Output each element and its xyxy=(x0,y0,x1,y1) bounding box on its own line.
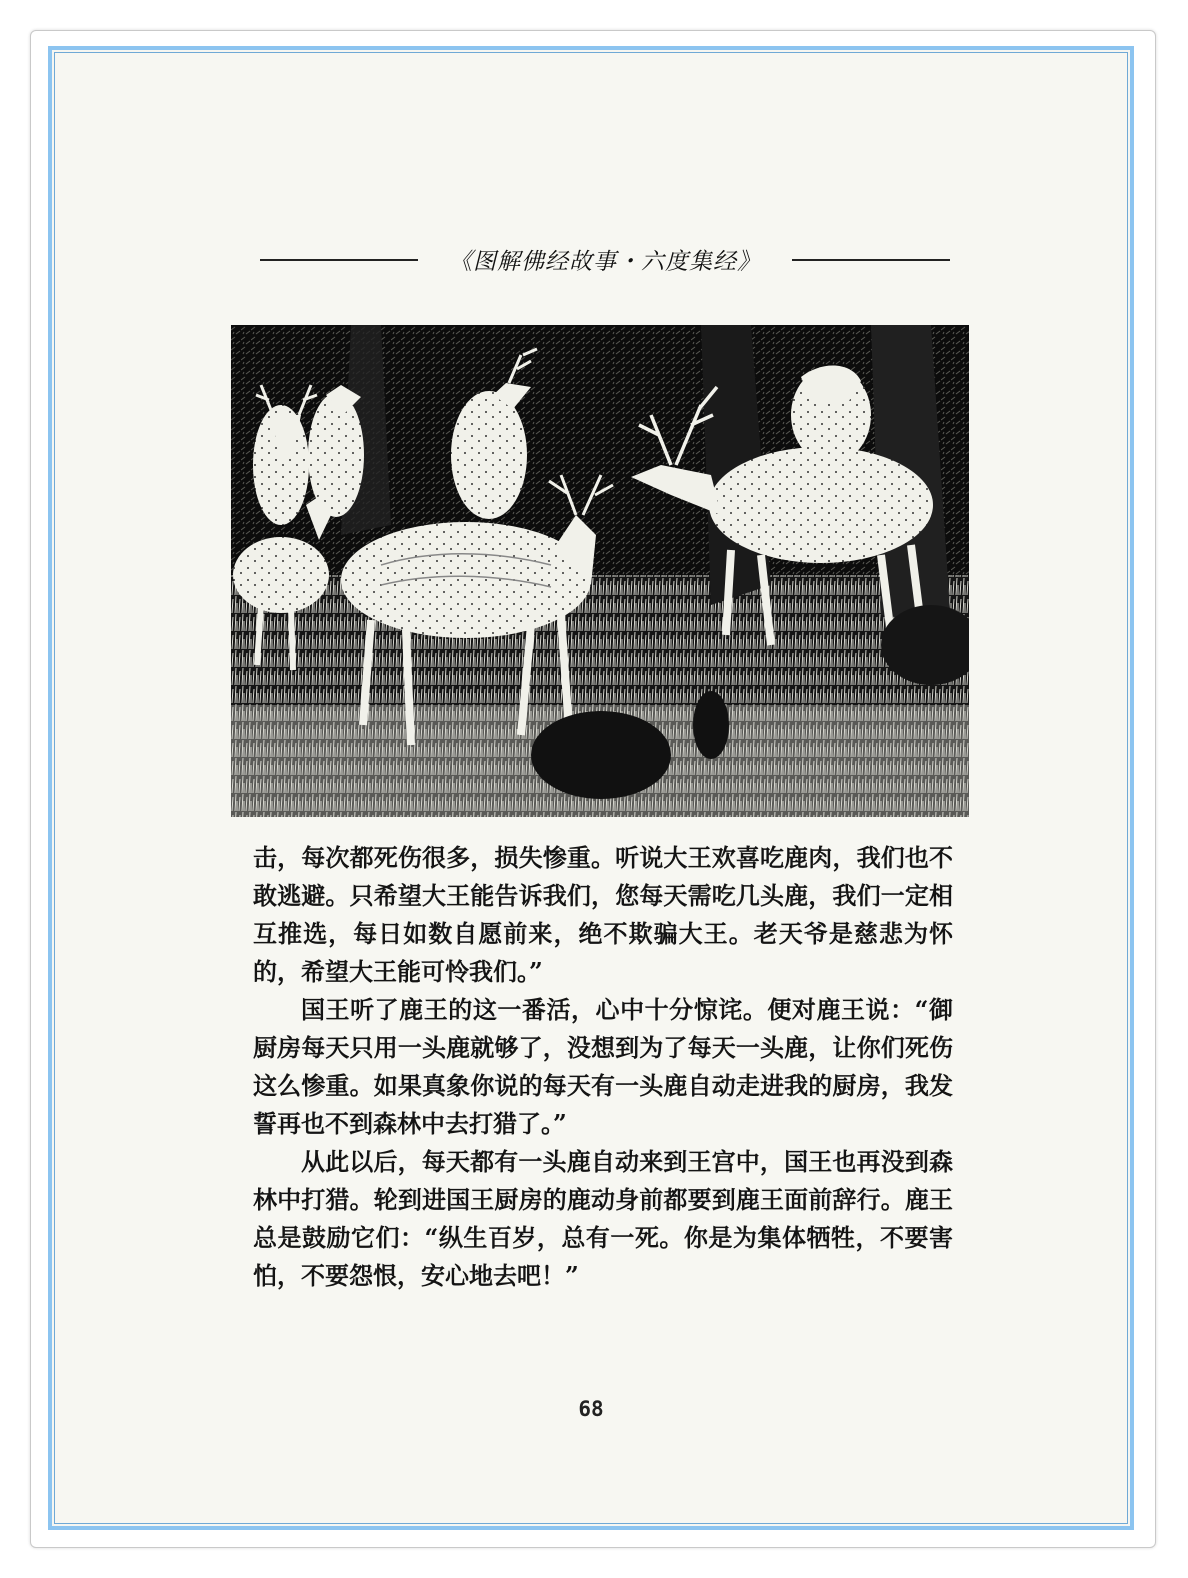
deer-illustration-drawing xyxy=(231,325,969,817)
deer-illustration xyxy=(231,325,969,817)
paragraph-2: 国王听了鹿王的这一番活，心中十分惊诧。便对鹿王说：“御厨房每天只用一头鹿就够了，没想到为了每天一头鹿，让你们死伤这么惨重。如果真象你说的每天有一头鹿自动走进我的厨房，我发誓再也不到森林中去打猎了。” xyxy=(253,995,953,1138)
header-rule-right xyxy=(792,259,950,261)
header-rule-left xyxy=(260,259,418,261)
book-title: 《图解佛经故事・六度集经》 xyxy=(449,249,761,275)
paragraph-1: 击，每次都死伤很多，损失惨重。听说大王欢喜吃鹿肉，我们也不敢逃避。只希望大王能告诉我们，您每天需吃几头鹿，我们一定相互推选，每日如数自愿前来，绝不欺骗大王。老天爷是慈悲为怀的，希望大王能可怜我们。” xyxy=(253,843,953,986)
body-text xyxy=(253,839,953,1295)
page-number: 68 xyxy=(578,1397,604,1421)
paragraph-3: 从此以后，每天都有一头鹿自动来到王宫中，国王也再没到森林中打猎。轮到进国王厨房的鹿动身前都要到鹿王面前辞行。鹿王总是鼓励它们：“纵生百岁，总有一死。你是为集体牺牲，不要害怕，不要怨恨，安心地去吧！” xyxy=(253,1147,953,1290)
book-page xyxy=(55,53,1127,1523)
running-header xyxy=(260,239,950,279)
